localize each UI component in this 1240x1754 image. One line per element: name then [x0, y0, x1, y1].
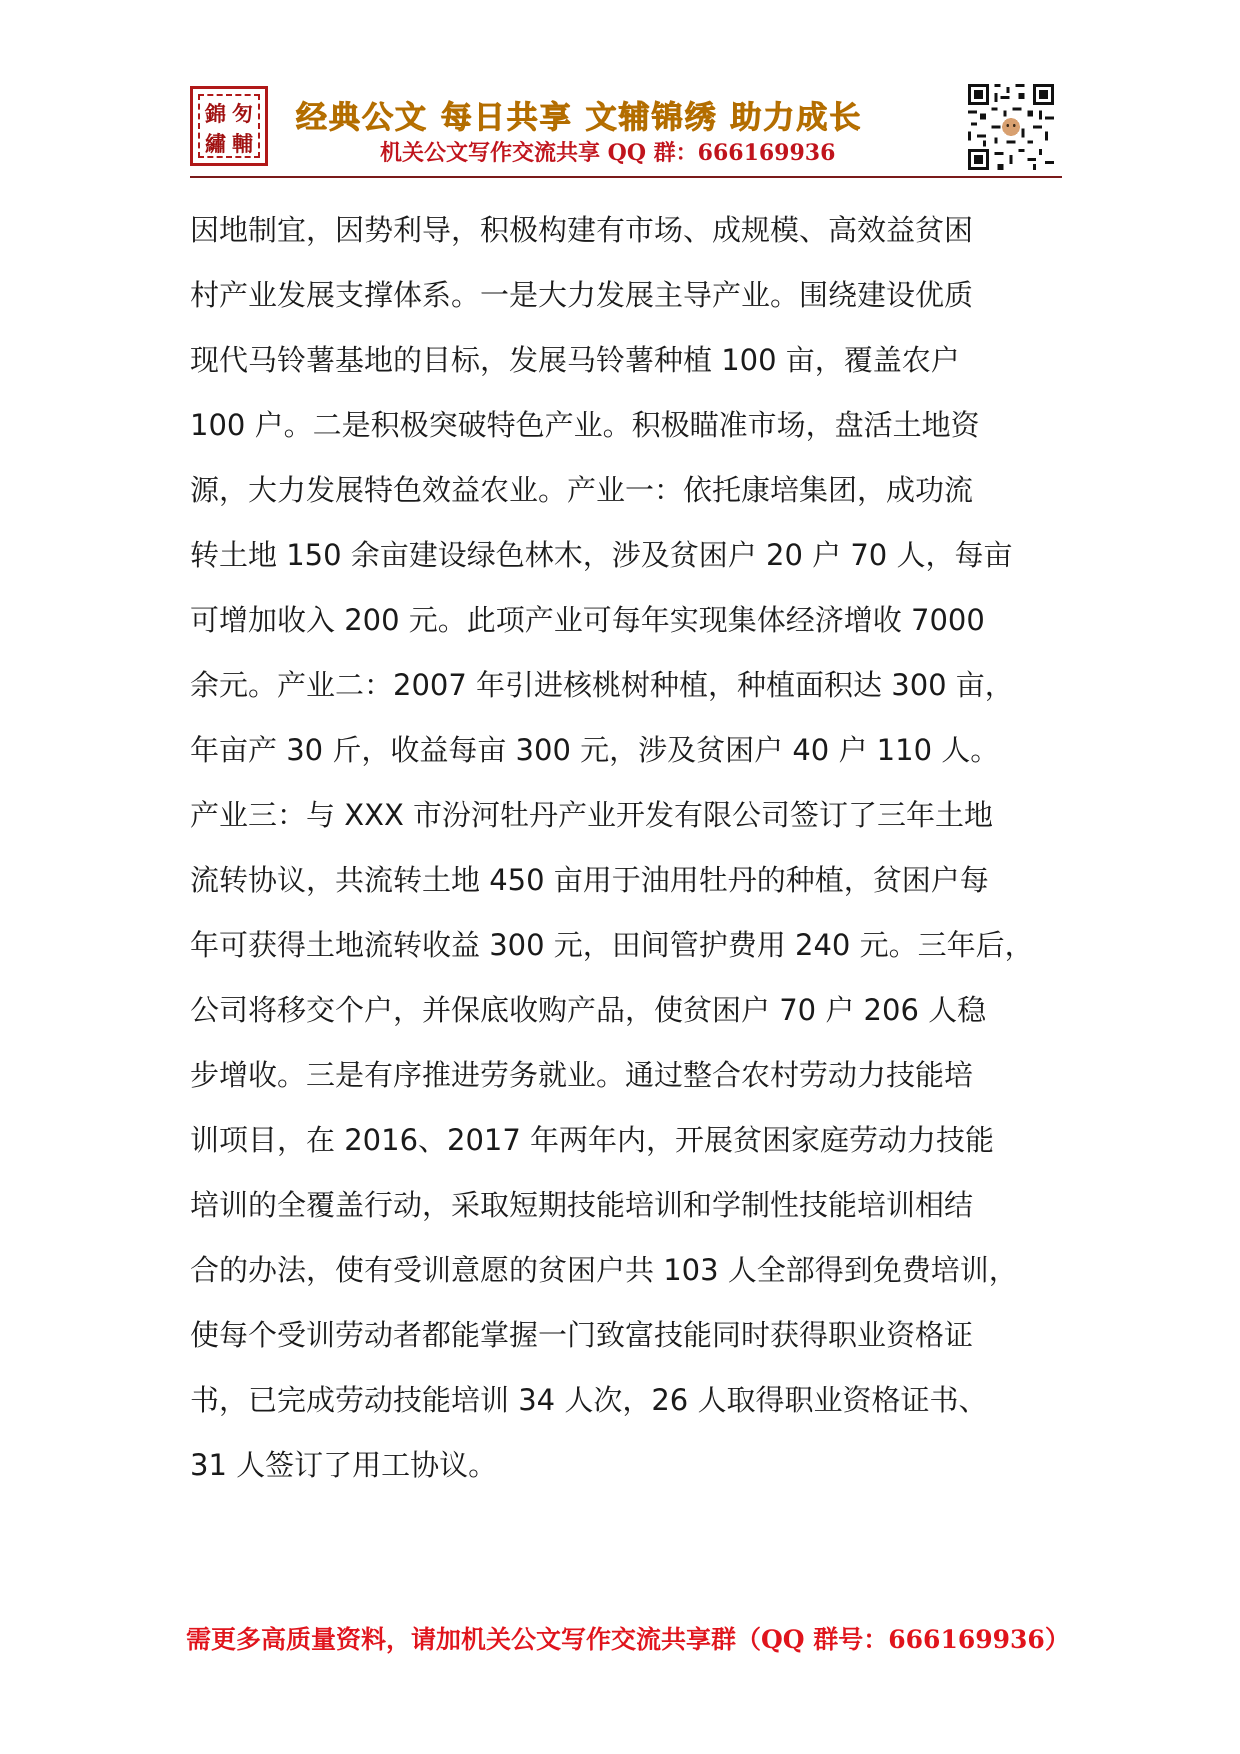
qr-code-icon: [968, 84, 1054, 170]
body-line: 村产业发展支撑体系。一是大力发展主导产业。围绕建设优质: [190, 278, 974, 312]
body-line: 年可获得土地流转收益 300 元，田间管护费用 240 元。三年后，: [190, 928, 1034, 962]
seal-char: 繡: [205, 131, 226, 156]
seal-char: 輔: [232, 131, 253, 156]
seal-char: 匇: [232, 101, 253, 126]
body-line: 年亩产 30 斤，收益每亩 300 元，涉及贫困户 40 户 110 人。: [190, 733, 1000, 767]
page-header: [190, 84, 1062, 174]
header-qq-group: 机关公文写作交流共享 QQ 群：666169936: [380, 140, 836, 166]
body-line: 源，大力发展特色效益农业。产业一：依托康培集团，成功流: [190, 473, 974, 507]
body-line: 步增收。三是有序推进劳务就业。通过整合农村劳动力技能培: [190, 1058, 974, 1092]
seal-char: 錦: [205, 101, 226, 126]
footer-notice: 需更多高质量资料，请加机关公文写作交流共享群（QQ 群号：666169936）: [186, 1625, 1070, 1654]
body-paragraph: [190, 198, 1080, 1498]
body-line: 培训的全覆盖行动，采取短期技能培训和学制性技能培训相结: [190, 1188, 974, 1222]
body-line: 书，已完成劳动技能培训 34 人次，26 人取得职业资格证书、: [190, 1383, 988, 1417]
header-divider: [190, 176, 1062, 178]
body-line: 合的办法，使有受训意愿的贫困户共 103 人全部得到免费培训，: [190, 1253, 1018, 1287]
body-line: 使每个受训劳动者都能掌握一门致富技能同时获得职业资格证: [190, 1318, 974, 1352]
body-line: 流转协议，共流转土地 450 亩用于油用牡丹的种植，贫困户每: [190, 863, 989, 897]
body-line: 产业三：与 XXX 市汾河牡丹产业开发有限公司签订了三年土地: [190, 798, 994, 832]
body-line: 因地制宜，因势利导，积极构建有市场、成规模、高效益贫困: [190, 213, 974, 247]
header-slogan: 经典公文 每日共享 文辅锦绣 助力成长: [296, 100, 863, 136]
body-line: 现代马铃薯基地的目标，发展马铃薯种植 100 亩，覆盖农户: [190, 343, 960, 377]
body-line: 余元。产业二：2007 年引进核桃树种植，种植面积达 300 亩，: [190, 668, 1014, 702]
seal-logo: [190, 86, 268, 166]
body-line: 可增加收入 200 元。此项产业可每年实现集体经济增收 7000: [190, 603, 985, 637]
body-line: 100 户。二是积极突破特色产业。积极瞄准市场，盘活土地资: [190, 408, 980, 442]
body-line: 训项目，在 2016、2017 年两年内，开展贫困家庭劳动力技能: [190, 1123, 995, 1157]
body-line: 公司将移交个户，并保底收购产品，使贫困户 70 户 206 人稳: [190, 993, 987, 1027]
body-line: 31 人签订了用工协议。: [190, 1448, 498, 1482]
body-line: 转土地 150 余亩建设绿色林木，涉及贫困户 20 户 70 人，每亩: [190, 538, 1013, 572]
